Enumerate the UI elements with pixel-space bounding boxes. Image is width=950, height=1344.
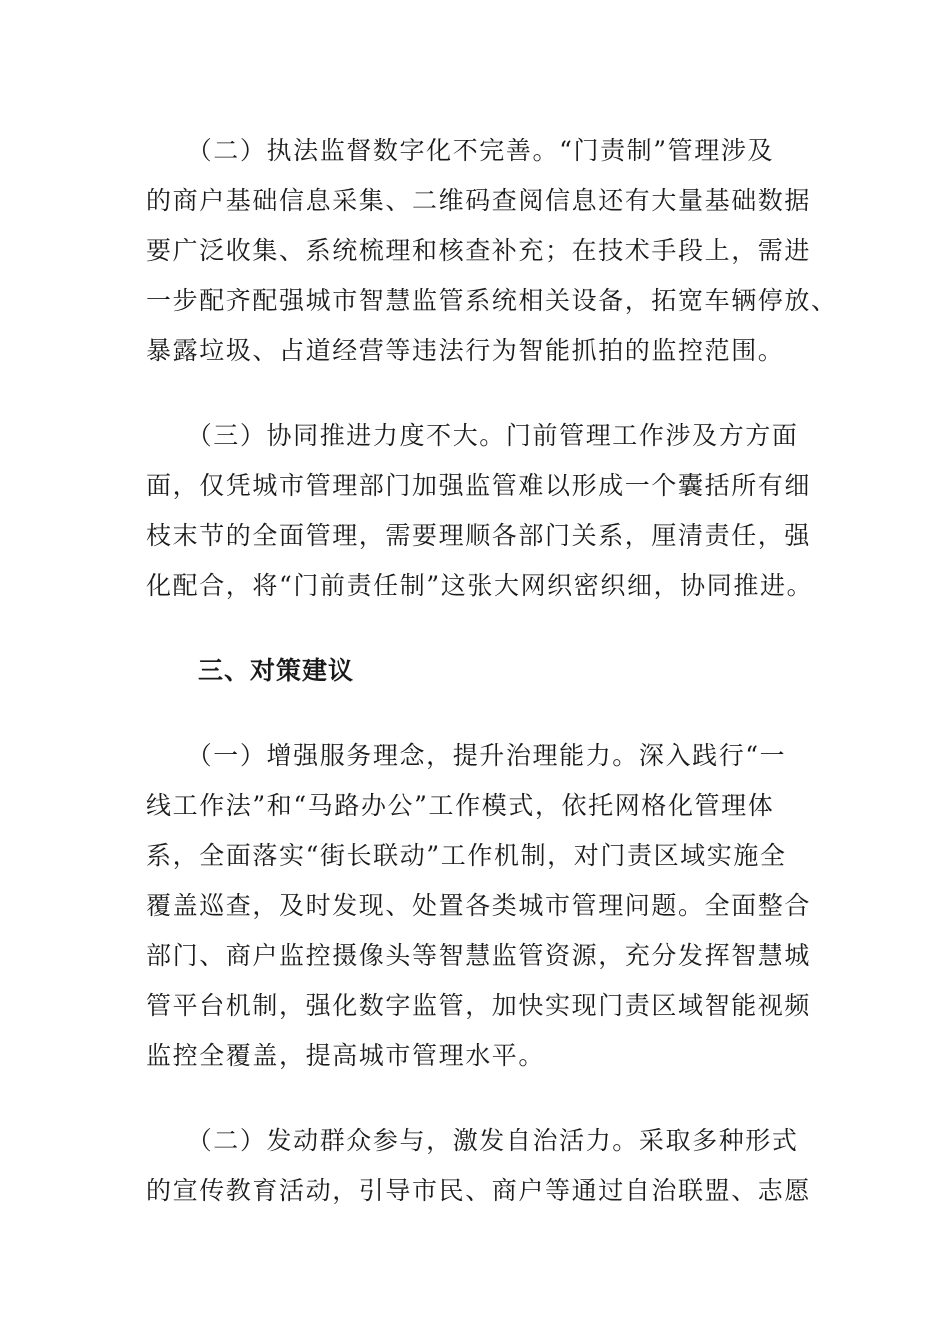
text-line: （一）增强服务理念，提升治理能力。深入践行“一 [146, 741, 787, 770]
text-line: （二）发动群众参与，激发自治活力。采取多种形式 [146, 1126, 799, 1155]
text-line: 暴露垃圾、占道经营等违法行为智能抓拍的监控范围。 [146, 336, 785, 365]
text-line: 的宣传教育活动，引导市民、商户等通过自治联盟、志愿 [146, 1176, 812, 1205]
text-line: 系，全面落实“街长联动”工作机制，对门责区域实施全 [146, 841, 787, 870]
text-line: 一步配齐配强城市智慧监管系统相关设备，拓宽车辆停放、 [146, 286, 838, 315]
text-line: （三）协同推进力度不大。门前管理工作涉及方方面 [146, 421, 799, 450]
section-heading: 三、对策建议 [146, 656, 355, 685]
text-line: 化配合，将“门前责任制”这张大网织密织细，协同推进。 [146, 571, 814, 600]
text-line: 覆盖巡查，及时发现、处置各类城市管理问题。全面整合 [146, 891, 812, 920]
text-line: 的商户基础信息采集、二维码查阅信息还有大量基础数据 [146, 186, 812, 215]
text-line: 要广泛收集、系统梳理和核查补充；在技术手段上，需进 [146, 236, 812, 265]
text-line: 枝末节的全面管理，需要理顺各部门关系，厘清责任，强 [146, 521, 812, 550]
text-line: （二）执法监督数字化不完善。“门责制”管理涉及 [146, 136, 775, 165]
text-line: 监控全覆盖，提高城市管理水平。 [146, 1041, 546, 1070]
text-line: 线工作法”和“马路办公”工作模式，依托网格化管理体 [146, 791, 775, 820]
text-line: 部门、商户监控摄像头等智慧监管资源，充分发挥智慧城 [146, 941, 812, 970]
text-line: 管平台机制，强化数字监管，加快实现门责区域智能视频 [146, 991, 812, 1020]
text-line: 面，仅凭城市管理部门加强监管难以形成一个囊括所有细 [146, 471, 812, 500]
